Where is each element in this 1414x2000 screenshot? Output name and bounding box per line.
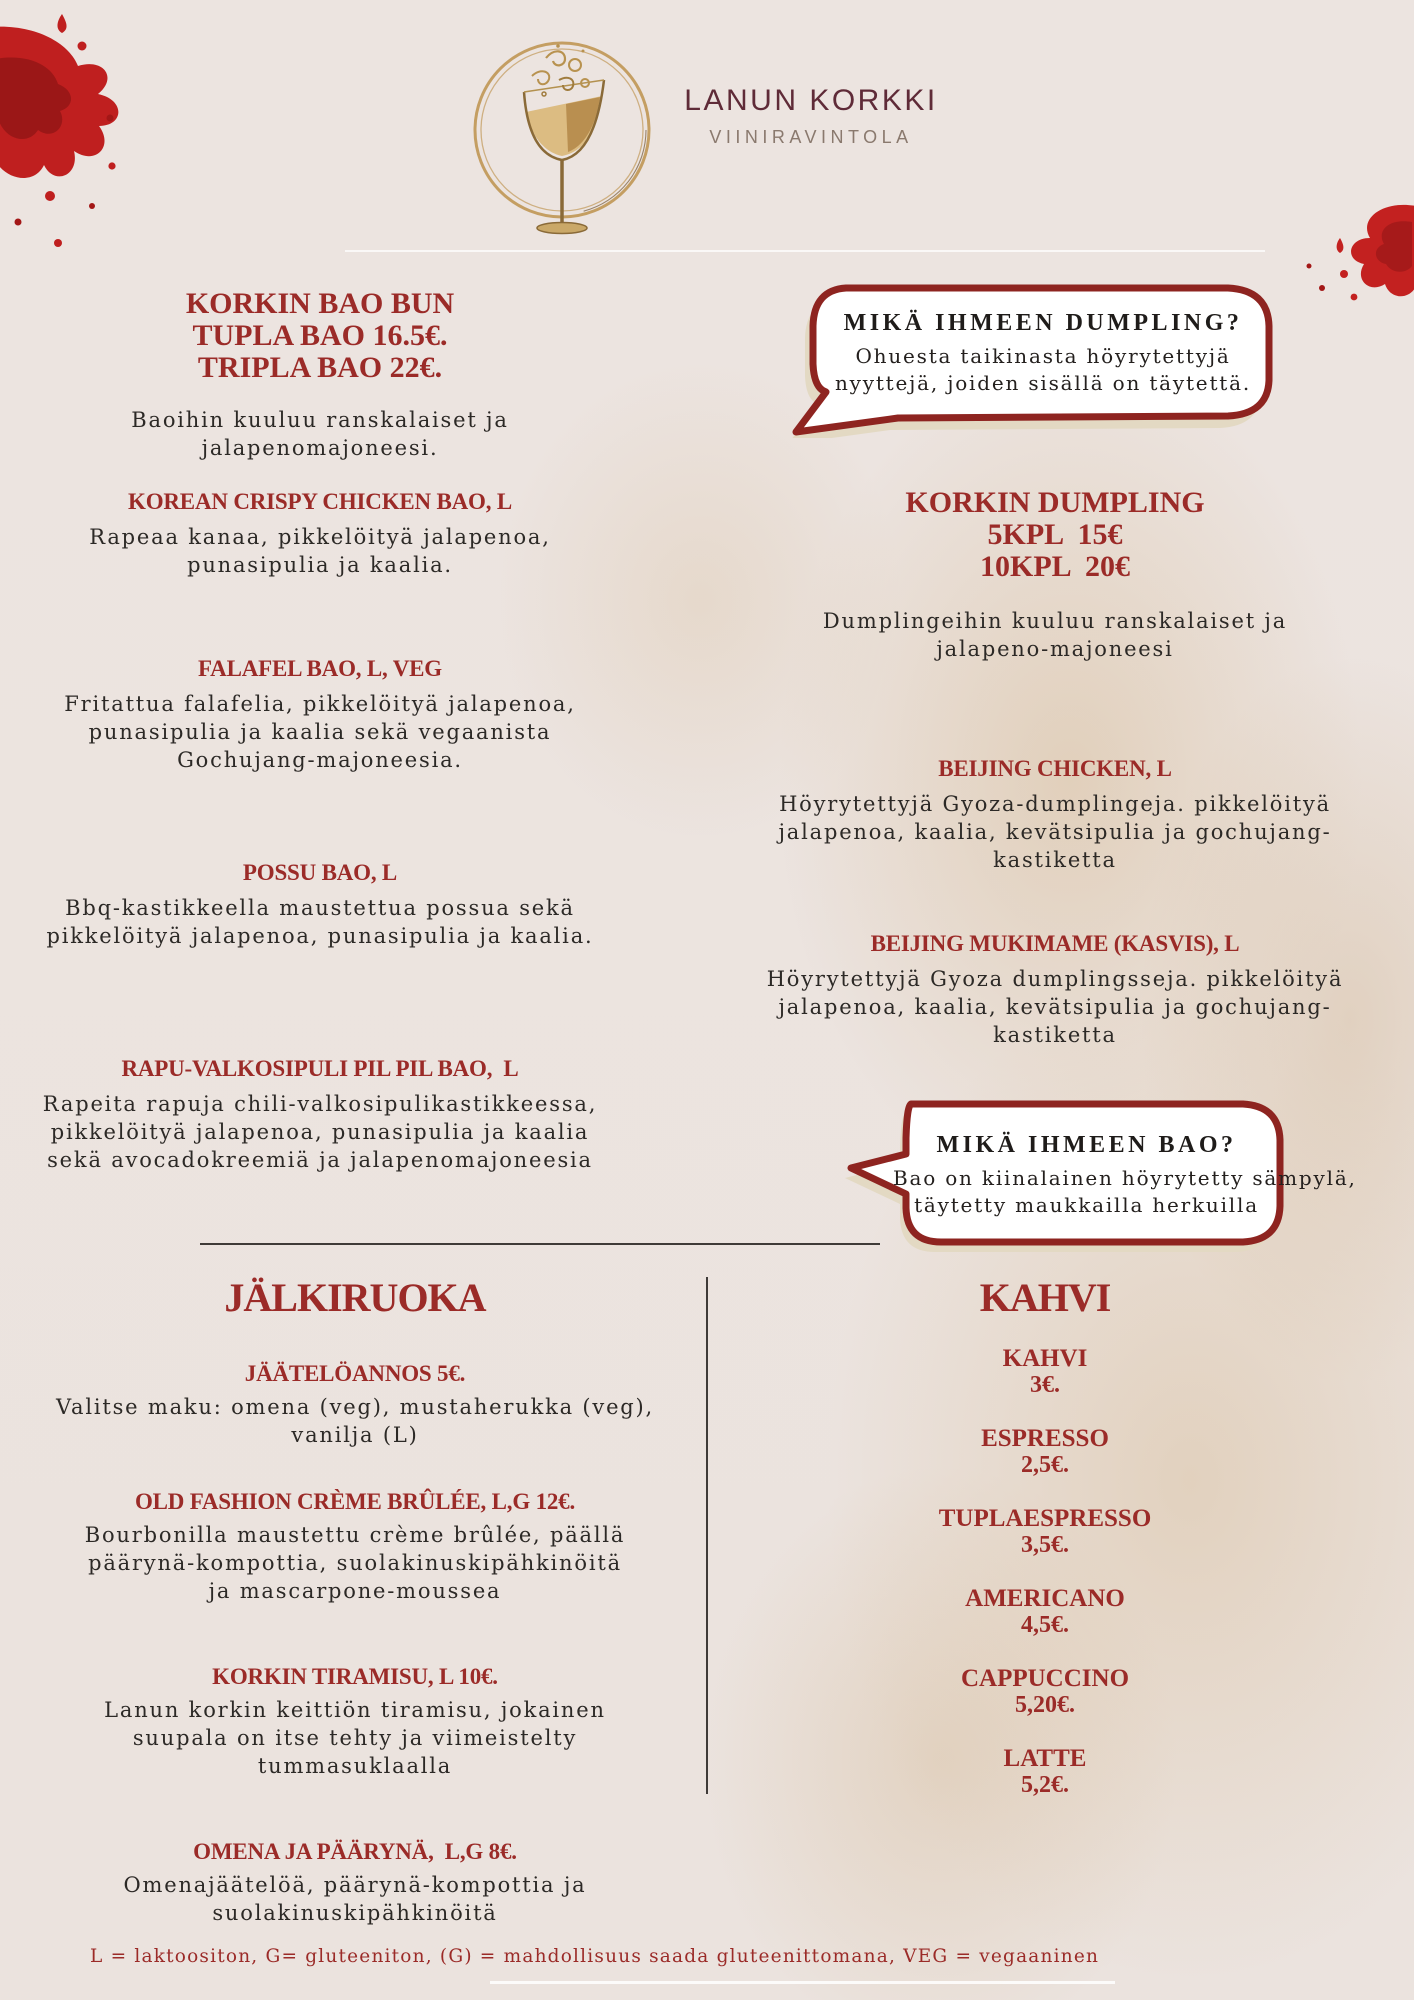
- coffee-item-name: AMERICANO: [965, 1585, 1125, 1612]
- dessert-section: [30, 1275, 680, 1927]
- coffee-item-price: 3,5€.: [1021, 1532, 1069, 1558]
- dessert-section-title: JÄLKIRUOKA: [224, 1275, 486, 1320]
- menu-item-desc: Omenajäätelöä, päärynä-kompottia ja suolakinuskipähkinöitä: [123, 1873, 587, 1925]
- section-divider: [200, 1243, 880, 1245]
- menu-item: [755, 930, 1355, 1049]
- bao-speech-bubble: [845, 1096, 1357, 1252]
- section-title-line: TRIPLA BAO 22€.: [197, 351, 443, 384]
- wine-splash-top-left-icon: [0, 0, 170, 265]
- menu-item-desc: Lanun korkin keittiön tiramisu, jokainen suupala on itse tehty ja viimeistelty tummasuklaalla: [104, 1698, 606, 1778]
- bubble-title: MIKÄ IHMEEN DUMPLING?: [843, 310, 1243, 336]
- coffee-item: [770, 1345, 1320, 1398]
- menu-item-desc: Rapeaa kanaa, pikkelöityä jalapenoa, punasipulia ja kaalia.: [89, 525, 551, 577]
- menu-item: [20, 655, 620, 774]
- menu-item: [20, 1055, 620, 1174]
- coffee-item-name: ESPRESSO: [981, 1425, 1109, 1452]
- menu-item-name: FALAFEL BAO, L, VEG: [198, 656, 442, 681]
- coffee-section: [770, 1275, 1320, 1798]
- brand-title: LANUN KORKKI: [684, 84, 938, 117]
- coffee-item-name: CAPPUCCINO: [960, 1665, 1130, 1692]
- bao-section-title: [20, 288, 620, 384]
- brand-tagline: VIINIRAVINTOLA: [709, 127, 913, 147]
- coffee-item-price: 5,20€.: [1015, 1692, 1075, 1718]
- menu-item-name: KOREAN CRISPY CHICKEN BAO, L: [128, 489, 512, 514]
- coffee-item: [770, 1665, 1320, 1718]
- wine-splash-top-right-icon: [1284, 198, 1414, 308]
- menu-item-desc: Valitse maku: omena (veg), mustaherukka (veg), vanilja (L): [55, 1395, 655, 1447]
- coffee-item: [770, 1425, 1320, 1478]
- menu-item-name: JÄÄTELÖANNOS 5€.: [244, 1361, 466, 1386]
- coffee-section-title: KAHVI: [979, 1275, 1111, 1320]
- menu-item-desc: Rapeita rapuja chili-valkosipulikastikkeessa, pikkelöityä jalapenoa, punasipulia ja kaalia sekä avocadokreemiä ja jalapenomajoneesia: [42, 1092, 598, 1172]
- menu-item: [30, 1360, 680, 1449]
- menu-item-name: BEIJING MUKIMAME (KASVIS), L: [870, 931, 1240, 956]
- dumpling-speech-bubble: [782, 280, 1282, 438]
- footer-divider: [490, 1981, 1115, 1984]
- menu-item: [20, 859, 620, 950]
- coffee-item-price: 4,5€.: [1021, 1612, 1069, 1638]
- coffee-item: [770, 1505, 1320, 1558]
- bao-section-note: Baoihin kuuluu ranskalaiset ja jalapenomajoneesi.: [131, 408, 509, 460]
- menu-item-desc: Höyrytettyjä Gyoza dumplingsseja. pikkelöityä jalapenoa, kaalia, kevätsipulia ja gochujang- kastiketta: [766, 967, 1344, 1047]
- wine-glass-logo-icon: [462, 34, 662, 246]
- coffee-item-name: LATTE: [1003, 1745, 1087, 1772]
- section-title-line: TUPLA BAO 16.5€.: [192, 319, 448, 352]
- menu-item-name: OMENA JA PÄÄRYNÄ, L,G 8€.: [193, 1839, 517, 1864]
- dietary-legend: L = laktoositon, G= gluteeniton, (G) = mahdollisuus saada gluteenittomana, VEG = vegaaninen: [90, 1946, 1100, 1967]
- section-title-line: 5KPL 15€: [987, 518, 1123, 551]
- brand-block: [661, 84, 961, 148]
- menu-item-desc: Bourbonilla maustettu crème brûlée, päällä päärynä-kompottia, suolakinuskipähkinöitä ja mascarpone-moussea: [84, 1523, 626, 1603]
- section-title-line: 10KPL 20€: [979, 550, 1130, 583]
- bao-section: [20, 288, 620, 1174]
- coffee-item-name: TUPLAESPRESSO: [938, 1505, 1152, 1532]
- dumpling-section-note: Dumplingeihin kuuluu ranskalaiset ja jalapeno-majoneesi: [822, 609, 1288, 661]
- header-divider: [345, 250, 1265, 252]
- coffee-item-price: 5,2€.: [1021, 1772, 1069, 1798]
- menu-item-desc: Bbq-kastikkeella maustettua possua sekä pikkelöityä jalapenoa, punasipulia ja kaalia.: [46, 896, 594, 948]
- menu-item-name: KORKIN TIRAMISU, L 10€.: [212, 1664, 498, 1689]
- coffee-item-price: 3€.: [1030, 1372, 1060, 1398]
- menu-item: [30, 1488, 680, 1605]
- dumpling-section-title: [755, 487, 1355, 583]
- coffee-item: [770, 1585, 1320, 1638]
- dumpling-section: [755, 487, 1355, 1049]
- coffee-item-price: 2,5€.: [1021, 1452, 1069, 1478]
- menu-item: [30, 1838, 680, 1927]
- menu-item-name: POSSU BAO, L: [242, 860, 398, 885]
- section-title-line: KORKIN DUMPLING: [905, 486, 1205, 519]
- column-divider: [706, 1277, 708, 1794]
- bubble-content: MIKÄ IHMEEN DUMPLING? Ohuesta taikinasta höyrytettyjä nyyttejä, joiden sisällä on täytettä.: [782, 280, 1282, 397]
- coffee-item: [770, 1745, 1320, 1798]
- coffee-item-name: KAHVI: [1002, 1345, 1088, 1372]
- menu-item: [30, 1663, 680, 1780]
- menu-item-desc: Höyrytettyjä Gyoza-dumplingeja. pikkelöityä jalapenoa, kaalia, kevätsipulia ja gochujang- kastiketta: [778, 792, 1332, 872]
- section-title-line: KORKIN BAO BUN: [185, 287, 455, 320]
- menu-item-name: BEIJING CHICKEN, L: [938, 756, 1172, 781]
- menu-item-name: OLD FASHION CRÈME BRÛLÉE, L,G 12€.: [134, 1489, 576, 1514]
- menu-item-desc: Fritattua falafelia, pikkelöityä jalapenoa, punasipulia ja kaalia sekä vegaanista Gochujang-majoneesia.: [64, 692, 576, 772]
- bubble-content: MIKÄ IHMEEN BAO? Bao on kiinalainen höyrytetty sämpylä, täytetty maukkailla herkuilla: [893, 1132, 1357, 1217]
- menu-item: [20, 488, 620, 579]
- menu-item: [755, 755, 1355, 874]
- menu-item-name: RAPU-VALKOSIPULI PIL PIL BAO, L: [121, 1056, 519, 1081]
- bubble-title: MIKÄ IHMEEN BAO?: [936, 1132, 1237, 1158]
